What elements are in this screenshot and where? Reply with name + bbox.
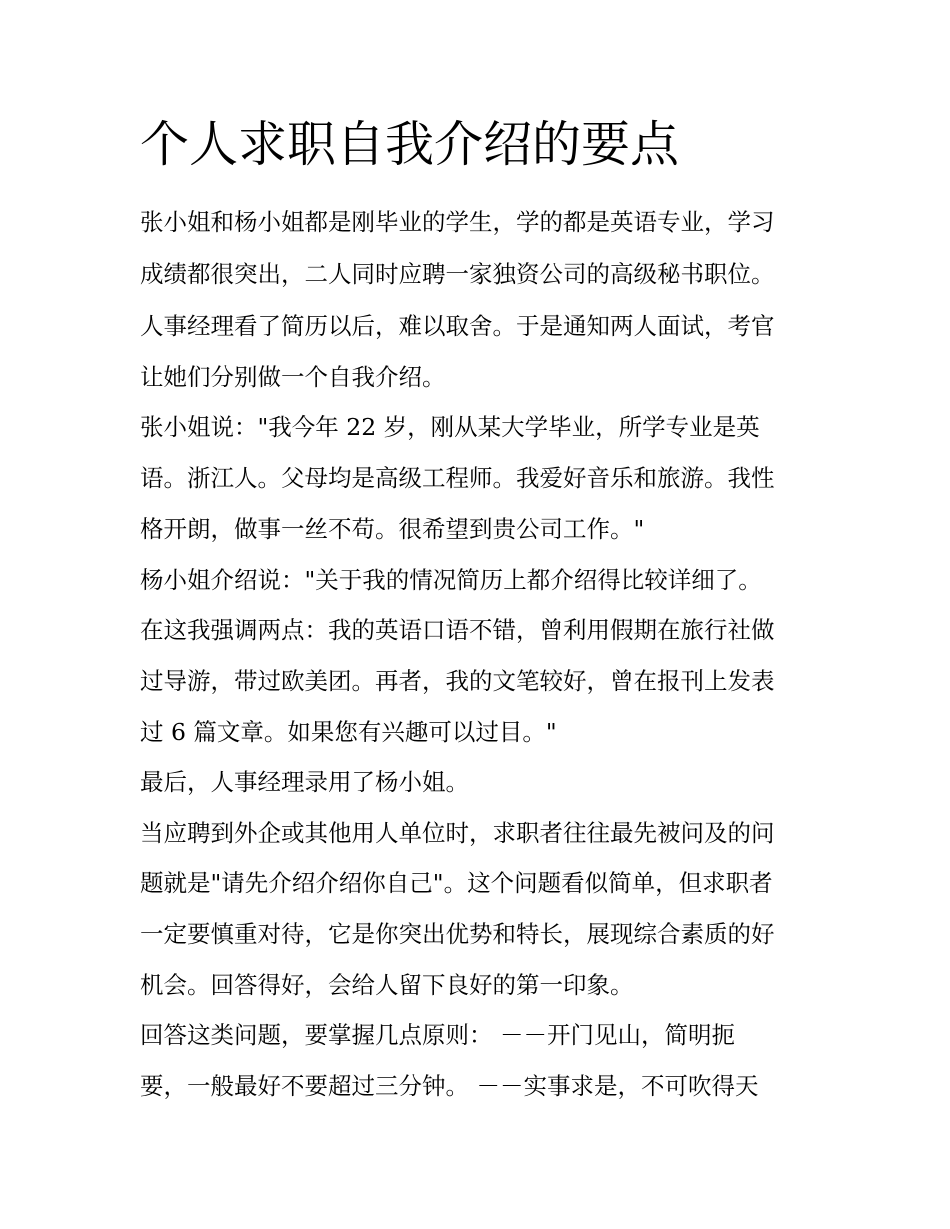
body-line: 过 6 篇文章。如果您有兴趣可以过目。" <box>140 718 557 746</box>
body-line: 机会。回答得好，会给人留下良好的第一印象。 <box>140 971 634 999</box>
body-line: 人事经理看了简历以后，难以取舍。于是通知两人面试，考官 <box>140 312 775 340</box>
body-line: 一定要慎重对待，它是你突出优势和特长，展现综合素质的好 <box>140 920 775 948</box>
body-line: 过导游，带过欧美团。再者，我的文笔较好，曾在报刊上发表 <box>140 667 775 695</box>
body-line: 回答这类问题，要掌握几点原则： －－开门见山，简明扼 <box>140 1021 735 1049</box>
body-line: 当应聘到外企或其他用人单位时，求职者往往最先被问及的问 <box>140 819 775 847</box>
body-line: 让她们分别做一个自我介绍。 <box>140 363 446 391</box>
body-line: 张小姐说："我今年 22 岁，刚从某大学毕业，所学专业是英 <box>140 413 760 441</box>
body-line: 要，一般最好不要超过三分钟。 －－实事求是，不可吹得天 <box>140 1072 759 1100</box>
body-line: 题就是"请先介绍介绍你自己"。这个问题看似简单，但求职者 <box>140 869 773 897</box>
body-line: 成绩都很突出，二人同时应聘一家独资公司的高级秘书职位。 <box>140 260 775 288</box>
body-line: 语。浙江人。父母均是高级工程师。我爱好音乐和旅游。我性 <box>140 464 775 492</box>
body-line: 最后，人事经理录用了杨小姐。 <box>140 768 469 796</box>
body-line: 在这我强调两点：我的英语口语不错，曾利用假期在旅行社做 <box>140 616 775 644</box>
body-line: 杨小姐介绍说："关于我的情况简历上都介绍得比较详细了。 <box>140 566 762 594</box>
body-line: 格开朗，做事一丝不苟。很希望到贵公司工作。" <box>140 515 645 543</box>
document-title: 个人求职自我介绍的要点 <box>140 116 680 173</box>
body-line: 张小姐和杨小姐都是刚毕业的学生，学的都是英语专业，学习 <box>140 208 775 236</box>
